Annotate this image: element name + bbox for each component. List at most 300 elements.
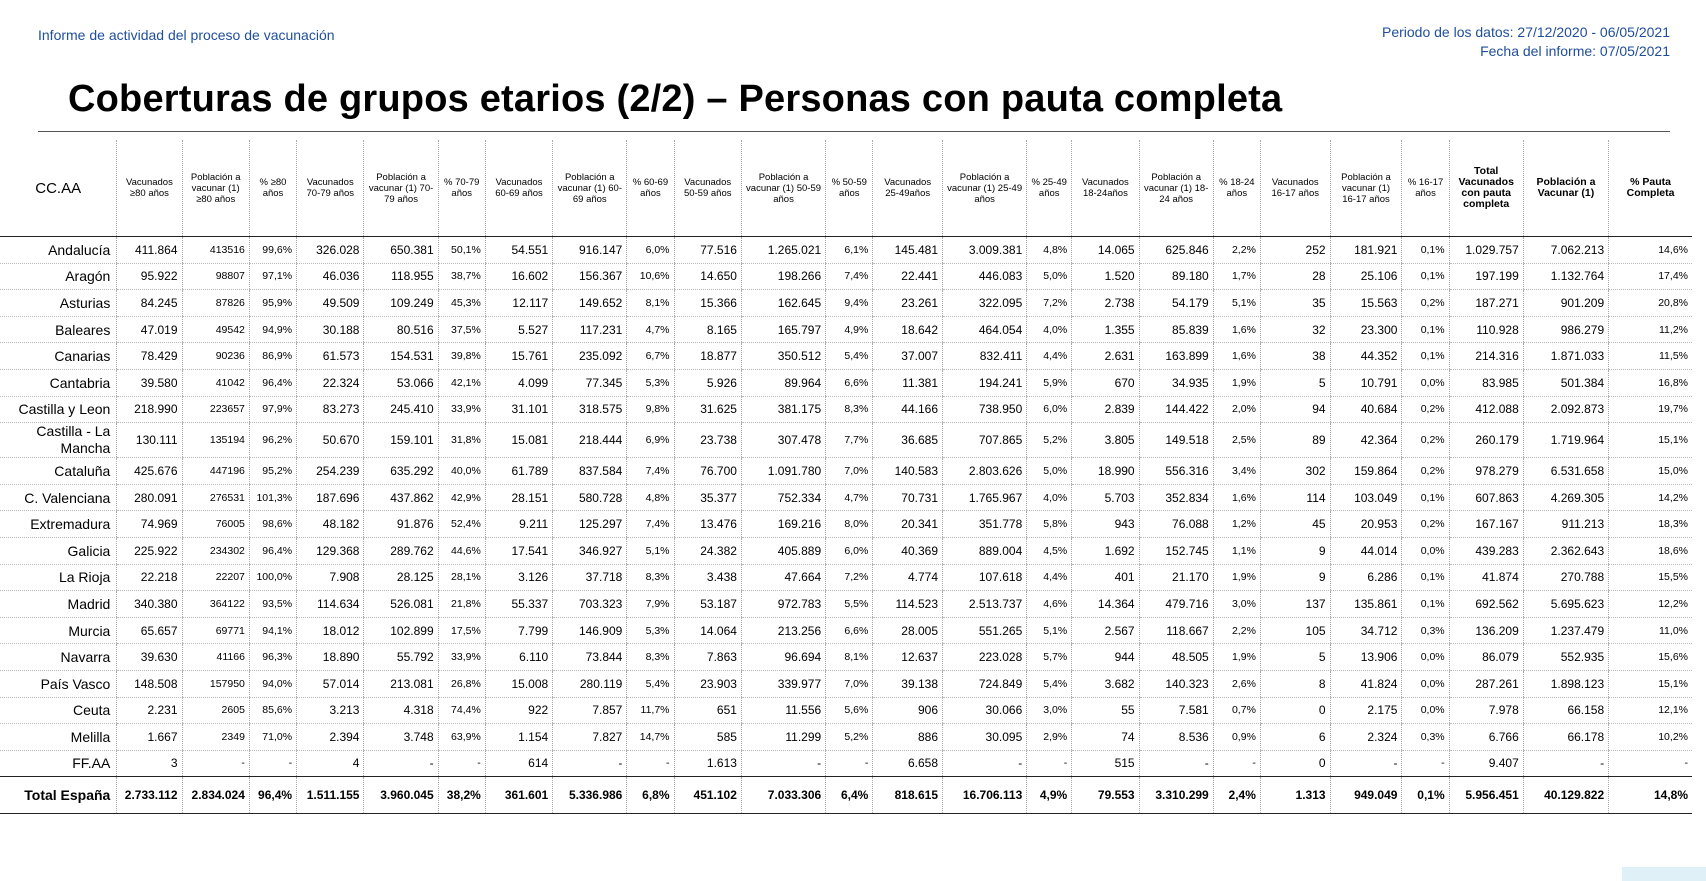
header-row <box>0 140 1692 237</box>
table-cell: 1.029.757 <box>1449 237 1523 264</box>
table-cell: 5,2% <box>826 724 873 751</box>
table-cell: 96,4% <box>249 369 296 396</box>
table-cell: - <box>1330 750 1402 777</box>
table-cell: 15.761 <box>485 343 552 370</box>
total-cell: 16.706.113 <box>943 777 1027 814</box>
table-cell: 6,0% <box>826 537 873 564</box>
table-cell: 114.634 <box>297 591 364 618</box>
table-cell: 0,9% <box>1213 724 1260 751</box>
table-cell: 280.091 <box>117 484 182 511</box>
table-cell: 12,1% <box>1609 697 1692 724</box>
region-name: Ceuta <box>0 697 117 724</box>
table-cell: - <box>943 750 1027 777</box>
table-cell: 97,9% <box>249 396 296 423</box>
table-cell: 7,9% <box>627 591 674 618</box>
total-cell: 79.553 <box>1072 777 1139 814</box>
table-cell: 39,8% <box>438 343 485 370</box>
table-cell: 8,0% <box>826 511 873 538</box>
table-cell: - <box>826 750 873 777</box>
table-row <box>0 511 1692 538</box>
table-cell: 886 <box>873 724 943 751</box>
table-cell: 13.906 <box>1330 644 1402 671</box>
table-cell: 607.863 <box>1449 484 1523 511</box>
table-cell: 3,0% <box>1027 697 1072 724</box>
region-name: Asturias <box>0 290 117 317</box>
table-cell: 707.865 <box>943 423 1027 458</box>
table-cell: 1,6% <box>1213 316 1260 343</box>
table-cell: 556.316 <box>1139 458 1213 485</box>
table-cell: 7,2% <box>1027 290 1072 317</box>
table-cell: 213.256 <box>741 617 825 644</box>
title-divider <box>38 131 1670 132</box>
table-cell: 446.083 <box>943 263 1027 290</box>
table-cell: 48.182 <box>297 511 364 538</box>
table-cell: 7,4% <box>627 511 674 538</box>
table-cell: 114.523 <box>873 591 943 618</box>
total-cell: 40.129.822 <box>1523 777 1608 814</box>
table-cell: 2605 <box>182 697 249 724</box>
table-cell: - <box>1402 750 1449 777</box>
table-cell: 381.175 <box>741 396 825 423</box>
table-cell: 87826 <box>182 290 249 317</box>
table-cell: 6.658 <box>873 750 943 777</box>
table-cell: 31,8% <box>438 423 485 458</box>
column-header: % 70-79 años <box>438 140 485 237</box>
table-cell: 130.111 <box>117 423 182 458</box>
table-cell: 4,8% <box>627 484 674 511</box>
table-cell: 218.444 <box>553 423 627 458</box>
table-cell: 93,5% <box>249 591 296 618</box>
table-cell: 17,4% <box>1609 263 1692 290</box>
table-cell: 46.036 <box>297 263 364 290</box>
report-label: Informe de actividad del proceso de vacunación <box>38 27 335 43</box>
corner-tab <box>1622 867 1706 881</box>
region-name: Andalucía <box>0 237 117 264</box>
table-cell: 2,5% <box>1213 423 1260 458</box>
table-cell: 90236 <box>182 343 249 370</box>
column-header: Vacunados 60-69 años <box>485 140 552 237</box>
coverage-table-wrap <box>0 140 1692 814</box>
table-cell: 96,3% <box>249 644 296 671</box>
table-cell: 724.849 <box>943 670 1027 697</box>
table-cell: 2,9% <box>1027 724 1072 751</box>
table-cell: 11,7% <box>627 697 674 724</box>
table-cell: 16.602 <box>485 263 552 290</box>
column-header: % Pauta Completa <box>1609 140 1692 237</box>
table-cell: 15.008 <box>485 670 552 697</box>
table-cell: 10,6% <box>627 263 674 290</box>
region-name: FF.AA <box>0 750 117 777</box>
column-header: % 50-59 años <box>826 140 873 237</box>
table-cell: 55.337 <box>485 591 552 618</box>
table-cell: 0,1% <box>1402 237 1449 264</box>
column-header: Vacunados 50-59 años <box>674 140 741 237</box>
table-cell: 7,0% <box>826 458 873 485</box>
table-cell: 7.857 <box>553 697 627 724</box>
table-cell: 163.899 <box>1139 343 1213 370</box>
table-cell: 8.165 <box>674 316 741 343</box>
table-cell: 3.682 <box>1072 670 1139 697</box>
table-cell: 55.792 <box>364 644 438 671</box>
table-cell: 0,0% <box>1402 537 1449 564</box>
table-cell: 148.508 <box>117 670 182 697</box>
table-cell: 7,7% <box>826 423 873 458</box>
table-cell: 11.299 <box>741 724 825 751</box>
table-cell: 20,8% <box>1609 290 1692 317</box>
table-cell: 2,2% <box>1213 237 1260 264</box>
table-cell: 44,6% <box>438 537 485 564</box>
total-row <box>0 777 1692 814</box>
table-cell: 49.509 <box>297 290 364 317</box>
table-row <box>0 697 1692 724</box>
table-cell: 9 <box>1260 564 1330 591</box>
table-cell: 13.476 <box>674 511 741 538</box>
table-cell: 1.091.780 <box>741 458 825 485</box>
table-cell: 89.964 <box>741 369 825 396</box>
table-cell: 340.380 <box>117 591 182 618</box>
table-cell: 260.179 <box>1449 423 1523 458</box>
table-cell: 5.926 <box>674 369 741 396</box>
table-cell: 135.861 <box>1330 591 1402 618</box>
column-header: Población a vacunar (1) 16-17 años <box>1330 140 1402 237</box>
column-header: % 25-49 años <box>1027 140 1072 237</box>
table-cell: 4,0% <box>1027 316 1072 343</box>
table-cell: 4,7% <box>627 316 674 343</box>
region-name: C. Valenciana <box>0 484 117 511</box>
table-cell: 4,0% <box>1027 484 1072 511</box>
table-row <box>0 564 1692 591</box>
column-header: Vacunados 25-49años <box>873 140 943 237</box>
table-cell: 501.384 <box>1523 369 1608 396</box>
table-cell: 18,6% <box>1609 537 1692 564</box>
column-header: Población a vacunar (1) 18-24 años <box>1139 140 1213 237</box>
table-cell: 22.324 <box>297 369 364 396</box>
table-cell: 2,6% <box>1213 670 1260 697</box>
table-cell: 3.805 <box>1072 423 1139 458</box>
table-cell: 1.613 <box>674 750 741 777</box>
total-cell: 5.956.451 <box>1449 777 1523 814</box>
table-cell: 9.407 <box>1449 750 1523 777</box>
table-cell: 6,7% <box>627 343 674 370</box>
table-cell: 76.088 <box>1139 511 1213 538</box>
table-cell: 5,1% <box>627 537 674 564</box>
table-row <box>0 396 1692 423</box>
table-cell: 91.876 <box>364 511 438 538</box>
table-cell: 94 <box>1260 396 1330 423</box>
table-cell: 16,8% <box>1609 369 1692 396</box>
total-cell: 6,8% <box>627 777 674 814</box>
table-cell: 0,1% <box>1402 564 1449 591</box>
table-cell: 109.249 <box>364 290 438 317</box>
table-cell: 35.377 <box>674 484 741 511</box>
table-cell: 18.890 <box>297 644 364 671</box>
table-cell: - <box>1027 750 1072 777</box>
table-cell: 14.065 <box>1072 237 1139 264</box>
table-cell: 1.265.021 <box>741 237 825 264</box>
table-header <box>0 140 1692 237</box>
table-cell: 0,0% <box>1402 644 1449 671</box>
table-cell: 9 <box>1260 537 1330 564</box>
table-cell: 198.266 <box>741 263 825 290</box>
table-cell: 33,9% <box>438 396 485 423</box>
table-cell: 2.803.626 <box>943 458 1027 485</box>
table-cell: 42,9% <box>438 484 485 511</box>
table-cell: 8,3% <box>627 564 674 591</box>
table-cell: 7,4% <box>627 458 674 485</box>
report-dates <box>1382 23 1670 61</box>
table-cell: 35 <box>1260 290 1330 317</box>
table-cell: 38 <box>1260 343 1330 370</box>
table-cell: 114 <box>1260 484 1330 511</box>
table-cell: 47.019 <box>117 316 182 343</box>
table-cell: 181.921 <box>1330 237 1402 264</box>
column-header: % 60-69 años <box>627 140 674 237</box>
table-cell: 223.028 <box>943 644 1027 671</box>
table-cell: 214.316 <box>1449 343 1523 370</box>
table-row <box>0 591 1692 618</box>
table-cell: - <box>1213 750 1260 777</box>
table-cell: 14,7% <box>627 724 674 751</box>
table-cell: 364122 <box>182 591 249 618</box>
table-cell: 10.791 <box>1330 369 1402 396</box>
table-cell: 6.766 <box>1449 724 1523 751</box>
table-cell: 4 <box>297 750 364 777</box>
table-cell: 45,3% <box>438 290 485 317</box>
table-cell: 135194 <box>182 423 249 458</box>
table-cell: 6.286 <box>1330 564 1402 591</box>
table-cell: 12.637 <box>873 644 943 671</box>
table-cell: 145.481 <box>873 237 943 264</box>
table-cell: 0,3% <box>1402 724 1449 751</box>
table-cell: - <box>1609 750 1692 777</box>
table-cell: 159.101 <box>364 423 438 458</box>
table-cell: 98,6% <box>249 511 296 538</box>
table-cell: 41166 <box>182 644 249 671</box>
table-cell: 7.978 <box>1449 697 1523 724</box>
table-cell: 0,7% <box>1213 697 1260 724</box>
table-cell: 5,3% <box>627 369 674 396</box>
table-cell: 447196 <box>182 458 249 485</box>
table-cell: 3.126 <box>485 564 552 591</box>
table-cell: 52,4% <box>438 511 485 538</box>
table-cell: 0,2% <box>1402 290 1449 317</box>
total-cell: 6,4% <box>826 777 873 814</box>
table-cell: 48.505 <box>1139 644 1213 671</box>
table-cell: 33,9% <box>438 644 485 671</box>
table-cell: 28 <box>1260 263 1330 290</box>
table-cell: 2.394 <box>297 724 364 751</box>
region-name: La Rioja <box>0 564 117 591</box>
table-cell: 18.642 <box>873 316 943 343</box>
table-cell: 0,1% <box>1402 484 1449 511</box>
table-cell: 86.079 <box>1449 644 1523 671</box>
table-cell: 287.261 <box>1449 670 1523 697</box>
table-cell: 39.580 <box>117 369 182 396</box>
table-cell: 5,1% <box>1213 290 1260 317</box>
table-cell: 78.429 <box>117 343 182 370</box>
table-cell: 24.382 <box>674 537 741 564</box>
table-cell: 49542 <box>182 316 249 343</box>
table-cell: 8,1% <box>826 644 873 671</box>
table-cell: 0 <box>1260 750 1330 777</box>
table-cell: 159.864 <box>1330 458 1402 485</box>
table-cell: 136.209 <box>1449 617 1523 644</box>
table-cell: 76.700 <box>674 458 741 485</box>
report-date: Fecha del informe: 07/05/2021 <box>1480 43 1670 59</box>
table-cell: 5,8% <box>1027 511 1072 538</box>
table-cell: 692.562 <box>1449 591 1523 618</box>
table-cell: 30.095 <box>943 724 1027 751</box>
column-header: Población a vacunar (1) ≥80 años <box>182 140 249 237</box>
table-cell: 42,1% <box>438 369 485 396</box>
table-row <box>0 237 1692 264</box>
table-cell: 140.583 <box>873 458 943 485</box>
table-cell: 44.166 <box>873 396 943 423</box>
table-cell: 38,7% <box>438 263 485 290</box>
table-cell: 322.095 <box>943 290 1027 317</box>
table-cell: 162.645 <box>741 290 825 317</box>
table-cell: 0,3% <box>1402 617 1449 644</box>
table-cell: 3 <box>117 750 182 777</box>
table-cell: 6.110 <box>485 644 552 671</box>
table-cell: 1.237.479 <box>1523 617 1608 644</box>
table-cell: 3.438 <box>674 564 741 591</box>
table-cell: 66.158 <box>1523 697 1608 724</box>
table-cell: 61.573 <box>297 343 364 370</box>
table-cell: 5,7% <box>1027 644 1072 671</box>
table-cell: 2.092.873 <box>1523 396 1608 423</box>
table-cell: 149.652 <box>553 290 627 317</box>
table-cell: 15,0% <box>1609 458 1692 485</box>
region-name: Extremadura <box>0 511 117 538</box>
table-cell: 11,0% <box>1609 617 1692 644</box>
table-cell: 19,7% <box>1609 396 1692 423</box>
table-cell: 103.049 <box>1330 484 1402 511</box>
table-cell: 3.748 <box>364 724 438 751</box>
table-cell: 7.863 <box>674 644 741 671</box>
table-cell: 8,3% <box>826 396 873 423</box>
table-cell: 0,0% <box>1402 697 1449 724</box>
table-cell: 40.369 <box>873 537 943 564</box>
region-name: Navarra <box>0 644 117 671</box>
table-cell: 5 <box>1260 644 1330 671</box>
table-cell: 156.367 <box>553 263 627 290</box>
table-cell: 17.541 <box>485 537 552 564</box>
table-cell: 5,3% <box>627 617 674 644</box>
table-cell: 254.239 <box>297 458 364 485</box>
table-row <box>0 644 1692 671</box>
table-cell: 54.551 <box>485 237 552 264</box>
table-cell: 6,6% <box>826 369 873 396</box>
table-cell: 580.728 <box>553 484 627 511</box>
table-row <box>0 484 1692 511</box>
table-cell: 1.355 <box>1072 316 1139 343</box>
table-cell: 97,1% <box>249 263 296 290</box>
table-cell: 23.738 <box>674 423 741 458</box>
table-cell: 98807 <box>182 263 249 290</box>
table-cell: 302 <box>1260 458 1330 485</box>
table-cell: 18.012 <box>297 617 364 644</box>
table-cell: 464.054 <box>943 316 1027 343</box>
table-row <box>0 458 1692 485</box>
table-cell: 437.862 <box>364 484 438 511</box>
region-name: Madrid <box>0 591 117 618</box>
table-cell: - <box>1139 750 1213 777</box>
table-cell: 36.685 <box>873 423 943 458</box>
table-cell: 5 <box>1260 369 1330 396</box>
table-cell: 943 <box>1072 511 1139 538</box>
table-cell: 85.839 <box>1139 316 1213 343</box>
table-cell: 425.676 <box>117 458 182 485</box>
table-cell: 53.187 <box>674 591 741 618</box>
table-cell: 551.265 <box>943 617 1027 644</box>
table-cell: - <box>182 750 249 777</box>
table-cell: 28.005 <box>873 617 943 644</box>
table-cell: 37.718 <box>553 564 627 591</box>
region-name: Castilla y Leon <box>0 396 117 423</box>
data-period: Periodo de los datos: 27/12/2020 - 06/05/2021 <box>1382 24 1670 40</box>
table-cell: 1.719.964 <box>1523 423 1608 458</box>
table-cell: 70.731 <box>873 484 943 511</box>
table-cell: 1.132.764 <box>1523 263 1608 290</box>
table-cell: 99,6% <box>249 237 296 264</box>
total-cell: 2,4% <box>1213 777 1260 814</box>
table-cell: 2.839 <box>1072 396 1139 423</box>
table-cell: 89 <box>1260 423 1330 458</box>
table-cell: 10,2% <box>1609 724 1692 751</box>
table-cell: 346.927 <box>553 537 627 564</box>
column-header: Vacunados 18-24años <box>1072 140 1139 237</box>
table-cell: 22207 <box>182 564 249 591</box>
table-cell: 149.518 <box>1139 423 1213 458</box>
table-row <box>0 369 1692 396</box>
column-header: % 16-17 años <box>1402 140 1449 237</box>
table-cell: 89.180 <box>1139 263 1213 290</box>
total-cell: 3.310.299 <box>1139 777 1213 814</box>
table-cell: 906 <box>873 697 943 724</box>
coverage-table <box>0 140 1692 814</box>
table-cell: 1.898.123 <box>1523 670 1608 697</box>
table-cell: 307.478 <box>741 423 825 458</box>
table-cell: 3.009.381 <box>943 237 1027 264</box>
total-cell: 451.102 <box>674 777 741 814</box>
total-cell: 0,1% <box>1402 777 1449 814</box>
table-row <box>0 343 1692 370</box>
table-cell: 1.154 <box>485 724 552 751</box>
table-cell: 14,6% <box>1609 237 1692 264</box>
table-cell: 326.028 <box>297 237 364 264</box>
column-header: % ≥80 años <box>249 140 296 237</box>
table-cell: 1.871.033 <box>1523 343 1608 370</box>
table-cell: 83.985 <box>1449 369 1523 396</box>
table-cell: 986.279 <box>1523 316 1608 343</box>
table-cell: 50,1% <box>438 237 485 264</box>
table-cell: 117.231 <box>553 316 627 343</box>
table-cell: 5,4% <box>627 670 674 697</box>
total-cell: 818.615 <box>873 777 943 814</box>
table-cell: 670 <box>1072 369 1139 396</box>
table-cell: 276531 <box>182 484 249 511</box>
table-cell: 37,5% <box>438 316 485 343</box>
table-cell: - <box>364 750 438 777</box>
table-cell: 8,1% <box>627 290 674 317</box>
table-cell: 9,4% <box>826 290 873 317</box>
table-cell: 922 <box>485 697 552 724</box>
column-header: Vacunados 16-17 años <box>1260 140 1330 237</box>
table-cell: 152.745 <box>1139 537 1213 564</box>
table-cell: 74 <box>1072 724 1139 751</box>
table-cell: 5,2% <box>1027 423 1072 458</box>
